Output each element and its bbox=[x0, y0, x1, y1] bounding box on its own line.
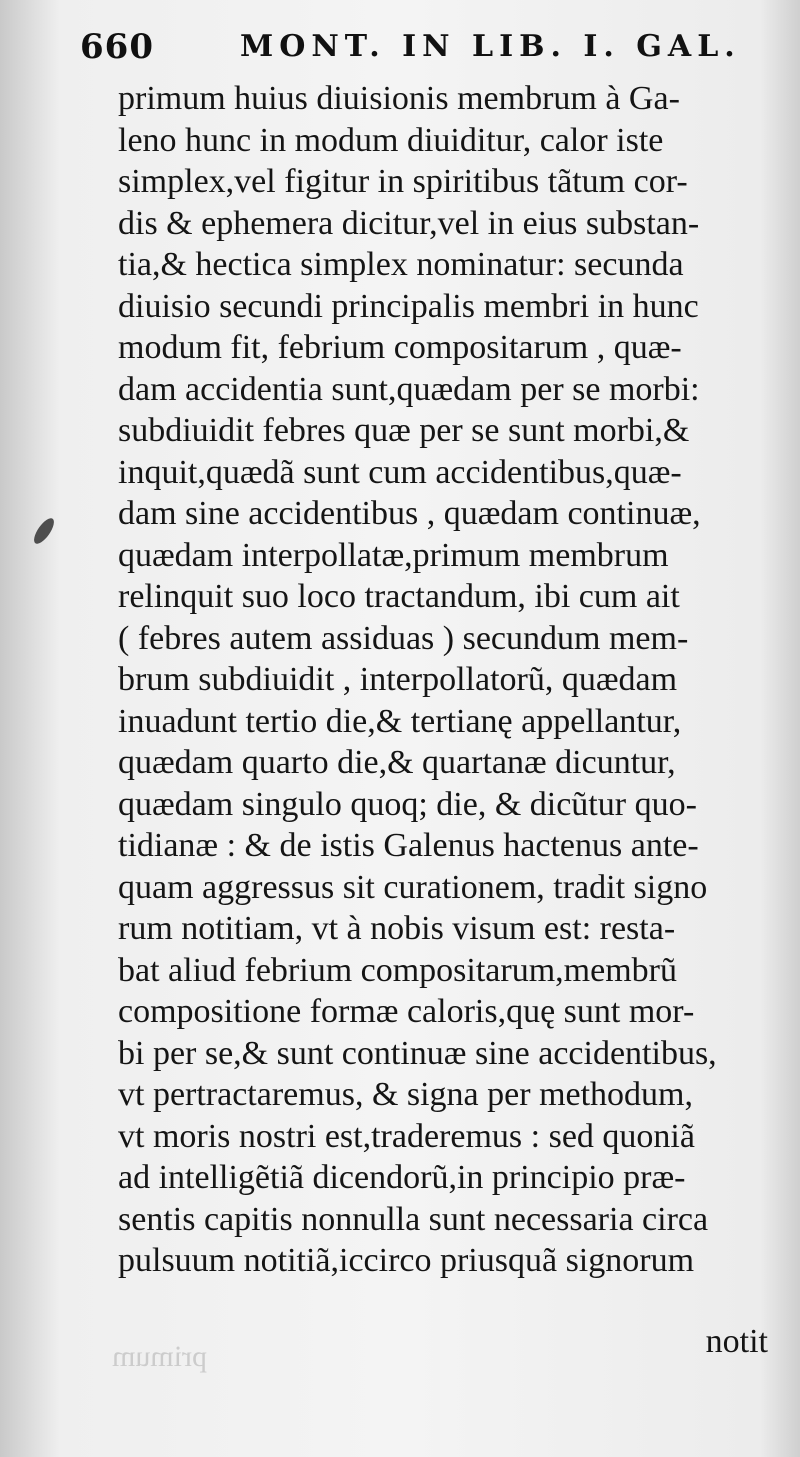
text-line: vt moris nostri est,traderemus : sed quoniã bbox=[118, 1117, 695, 1155]
text-line: quædam quarto die,& quartanæ dicuntur, bbox=[118, 744, 676, 781]
text-line: inuadunt tertio die,& tertianę appellantur, bbox=[118, 702, 682, 740]
text-line: tia,& hectica simplex nominatur: secunda bbox=[118, 246, 684, 283]
text-line: quædam interpollatæ,primum membrum bbox=[118, 536, 669, 574]
catchword: notit bbox=[705, 1323, 768, 1360]
text-line: dam accidentia sunt,quædam per se morbi: bbox=[118, 370, 700, 408]
running-head: MONT. IN LIB. I. GAL. bbox=[240, 29, 741, 64]
page-number: 660 bbox=[80, 27, 154, 67]
bleed-through-text: primum bbox=[112, 1340, 207, 1373]
body-text bbox=[118, 78, 766, 1282]
text-line: compositione formæ caloris,quę sunt mor- bbox=[118, 993, 695, 1030]
text-line: bat aliud febrium compositarum,membrũ bbox=[118, 951, 677, 989]
text-line: bi per se,& sunt continuæ sine accidentibus, bbox=[118, 1034, 717, 1072]
text-line: ( febres autem assiduas ) secundum mem- bbox=[118, 619, 689, 657]
text-line: quædam singulo quoq; die, & dicũtur quo- bbox=[118, 785, 697, 823]
text-line: dam sine accidentibus , quædam continuæ, bbox=[118, 495, 701, 532]
page-header bbox=[80, 22, 780, 72]
ink-smudge bbox=[30, 515, 57, 546]
text-line: primum huius diuisionis membrum à Ga- bbox=[118, 80, 680, 117]
text-line: leno hunc in modum diuiditur, calor iste bbox=[118, 121, 664, 159]
text-line: dis & ephemera dicitur,vel in eius substan- bbox=[118, 204, 700, 242]
text-line: tidianæ : & de istis Galenus hactenus ante- bbox=[118, 827, 699, 864]
text-line: pulsuum notitiã,iccirco priusquã signorum bbox=[118, 1242, 695, 1279]
text-line: brum subdiuidit , interpollatorũ, quædam bbox=[118, 661, 678, 698]
text-line: quam aggressus sit curationem, tradit signo bbox=[118, 868, 708, 906]
text-line: simplex,vel figitur in spiritibus tãtum cor- bbox=[118, 163, 688, 200]
text-line: modum fit, febrium compositarum , quæ- bbox=[118, 329, 682, 366]
text-line: relinquit suo loco tractandum, ibi cum ait bbox=[118, 578, 680, 615]
text-line: rum notitiam, vt à nobis visum est: resta- bbox=[118, 910, 676, 947]
text-line: ad intelligẽtiã dicendorũ,in principio præ- bbox=[118, 1159, 686, 1196]
text-line: sentis capitis nonnulla sunt necessaria circa bbox=[118, 1200, 709, 1238]
text-line: inquit,quædã sunt cum accidentibus,quæ- bbox=[118, 453, 682, 491]
text-line: diuisio secundi principalis membri in hunc bbox=[118, 287, 699, 325]
text-line: vt pertractaremus, & signa per methodum, bbox=[118, 1076, 693, 1113]
text-line: subdiuidit febres quæ per se sunt morbi,& bbox=[118, 412, 690, 449]
